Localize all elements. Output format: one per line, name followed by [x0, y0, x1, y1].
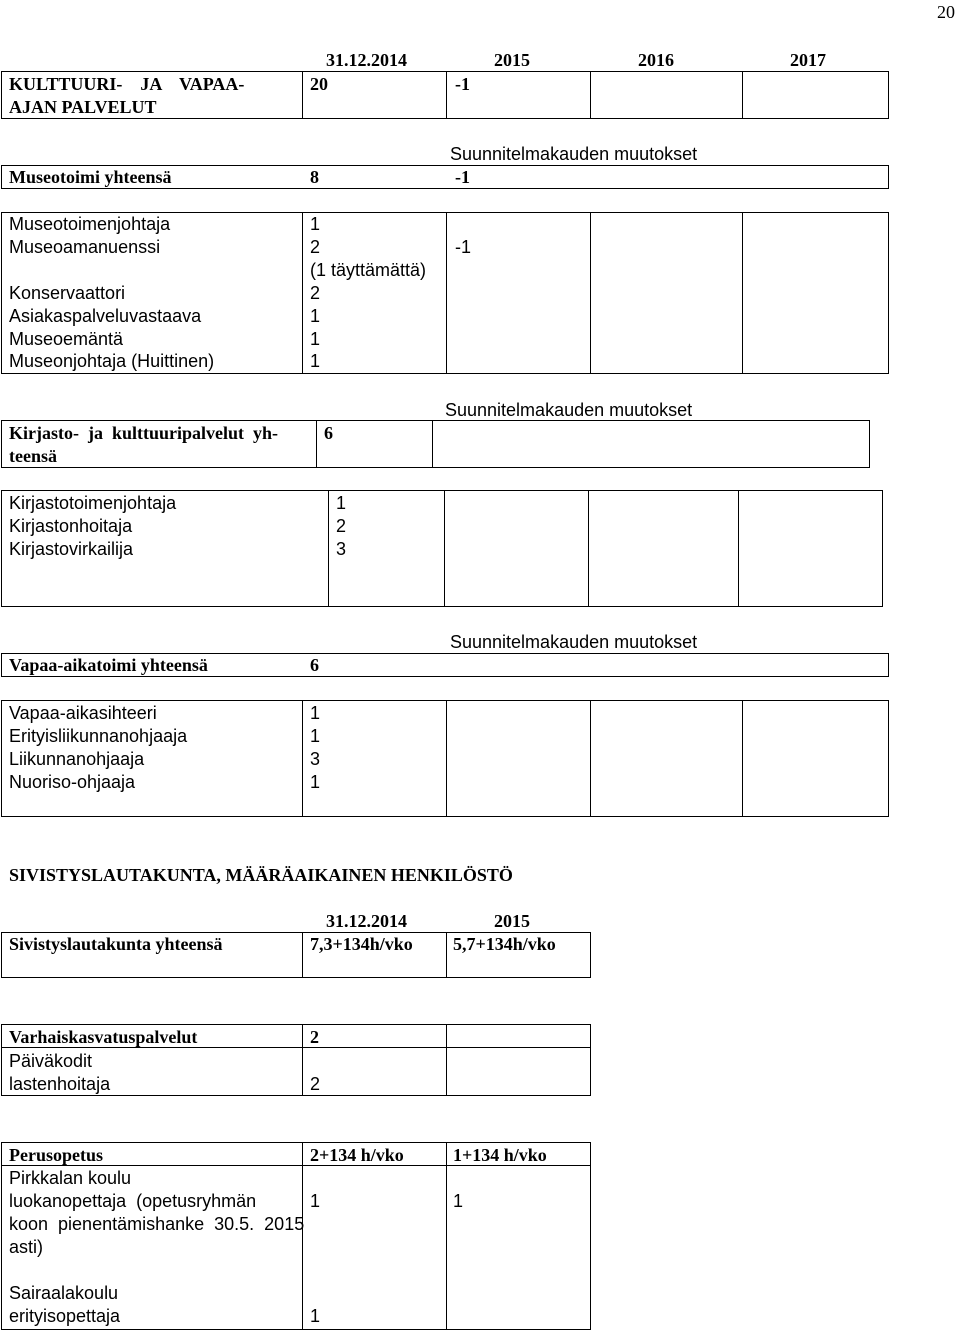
year-2016-header: 2016: [638, 50, 674, 70]
staff-change: -1: [455, 237, 472, 257]
staff-name: Kirjastovirkailija: [9, 539, 134, 559]
library-total-label-line2: teensä: [9, 446, 57, 466]
plan-changes-header: Suunnitelmakauden muutokset: [450, 144, 698, 164]
year-2017-header: 2017: [790, 50, 826, 70]
divider: [446, 212, 447, 374]
divider: [302, 1142, 303, 1330]
staff-name: Konservaattori: [9, 283, 126, 303]
staff-count-2014: 1: [310, 1306, 321, 1326]
museum-total-label: Museotoimi yhteensä: [9, 167, 172, 187]
staff-note: (1 täyttämättä): [310, 260, 427, 280]
staff-count: 2: [336, 516, 347, 536]
staff-name-line3: asti): [9, 1237, 44, 1257]
year-2015-header: 2015: [494, 50, 530, 70]
staff-name: Museonjohtaja (Huittinen): [9, 351, 215, 371]
early-childhood-total: 2: [310, 1027, 319, 1047]
staff-count: 1: [310, 703, 321, 723]
divider: [302, 1024, 303, 1096]
staff-count-2015: 1: [453, 1191, 464, 1211]
museum-total: 8: [310, 167, 319, 187]
plan-changes-header: Suunnitelmakauden muutokset: [450, 632, 698, 652]
divider: [302, 71, 303, 119]
staff-count: 1: [310, 726, 321, 746]
culture-title-line1: KULTTUURI- JA VAPAA-: [9, 74, 245, 94]
staff-count: 2: [310, 1074, 321, 1094]
staff-count-2014: 1: [310, 1191, 321, 1211]
divider: [738, 490, 739, 607]
divider: [590, 700, 591, 817]
basic-education-2014: 2+134 h/vko: [310, 1145, 404, 1165]
plan-changes-header: Suunnitelmakauden muutokset: [445, 400, 693, 420]
section-heading: SIVISTYSLAUTAKUNTA, MÄÄRÄAIKAINEN HENKILÖSTÖ: [9, 865, 513, 885]
staff-count: 3: [336, 539, 347, 559]
staff-count: 1: [310, 351, 321, 371]
divider: [446, 1024, 447, 1096]
staff-name: Museotoimenjohtaja: [9, 214, 171, 234]
culture-total: 20: [310, 74, 328, 94]
education-total-2014: 7,3+134h/vko: [310, 934, 413, 954]
staff-count: 1: [336, 493, 347, 513]
year-2014-header: 31.12.2014: [326, 911, 407, 931]
staff-count: 1: [310, 214, 321, 234]
year-2014-header: 31.12.2014: [326, 50, 407, 70]
staff-name: erityisopettaja: [9, 1306, 121, 1326]
culture-change: -1: [455, 74, 470, 94]
culture-title-line2: AJAN PALVELUT: [9, 97, 157, 117]
staff-count: 1: [310, 772, 321, 792]
divider: [590, 212, 591, 374]
divider: [432, 420, 433, 468]
staff-name: Erityisliikunnanohjaaja: [9, 726, 188, 746]
staff-count: 1: [310, 329, 321, 349]
basic-education-2015: 1+134 h/vko: [453, 1145, 547, 1165]
staff-name: Liikunnanohjaaja: [9, 749, 145, 769]
leisure-total-label: Vapaa-aikatoimi yhteensä: [9, 655, 208, 675]
divider: [742, 212, 743, 374]
divider: [302, 212, 303, 374]
staff-count: 2: [310, 283, 321, 303]
staff-count: 3: [310, 749, 321, 769]
staff-name: Museoamanuenssi: [9, 237, 161, 257]
divider: [446, 1142, 447, 1330]
library-total: 6: [324, 423, 333, 443]
early-childhood-label: Varhaiskasvatuspalvelut: [9, 1027, 198, 1047]
divider: [590, 71, 591, 119]
divider: [446, 700, 447, 817]
library-total-label-line1: Kirjasto- ja kulttuuripalvelut yh-: [9, 423, 279, 443]
education-total-2015: 5,7+134h/vko: [453, 934, 556, 954]
basic-education-label: Perusopetus: [9, 1145, 103, 1165]
staff-name-line2: koon pienentämishanke 30.5. 2015: [9, 1214, 305, 1234]
divider: [302, 700, 303, 817]
divider: [742, 700, 743, 817]
staff-name: Asiakaspalveluvastaava: [9, 306, 202, 326]
year-2015-header: 2015: [494, 911, 530, 931]
staff-name: Kirjastonhoitaja: [9, 516, 133, 536]
school-name: Sairaalakoulu: [9, 1283, 119, 1303]
page-number: 20: [937, 2, 955, 22]
staff-name: lastenhoitaja: [9, 1074, 111, 1094]
school-name: Pirkkalan koulu: [9, 1168, 132, 1188]
divider: [316, 420, 317, 468]
staff-name-line1: luokanopettaja (opetusryhmän: [9, 1191, 257, 1211]
staff-name: Nuoriso-ohjaaja: [9, 772, 136, 792]
staff-count: 1: [310, 306, 321, 326]
divider: [328, 490, 329, 607]
daycare-label: Päiväkodit: [9, 1051, 93, 1071]
staff-name: Kirjastotoimenjohtaja: [9, 493, 177, 513]
staff-name: Museoemäntä: [9, 329, 124, 349]
divider: [742, 71, 743, 119]
divider: [588, 490, 589, 607]
education-total-label: Sivistyslautakunta yhteensä: [9, 934, 223, 954]
leisure-total: 6: [310, 655, 319, 675]
staff-count: 2: [310, 237, 321, 257]
divider: [444, 490, 445, 607]
divider: [446, 932, 447, 978]
staff-name: Vapaa-aikasihteeri: [9, 703, 157, 723]
museum-change: -1: [455, 167, 470, 187]
divider: [446, 71, 447, 119]
divider: [302, 932, 303, 978]
